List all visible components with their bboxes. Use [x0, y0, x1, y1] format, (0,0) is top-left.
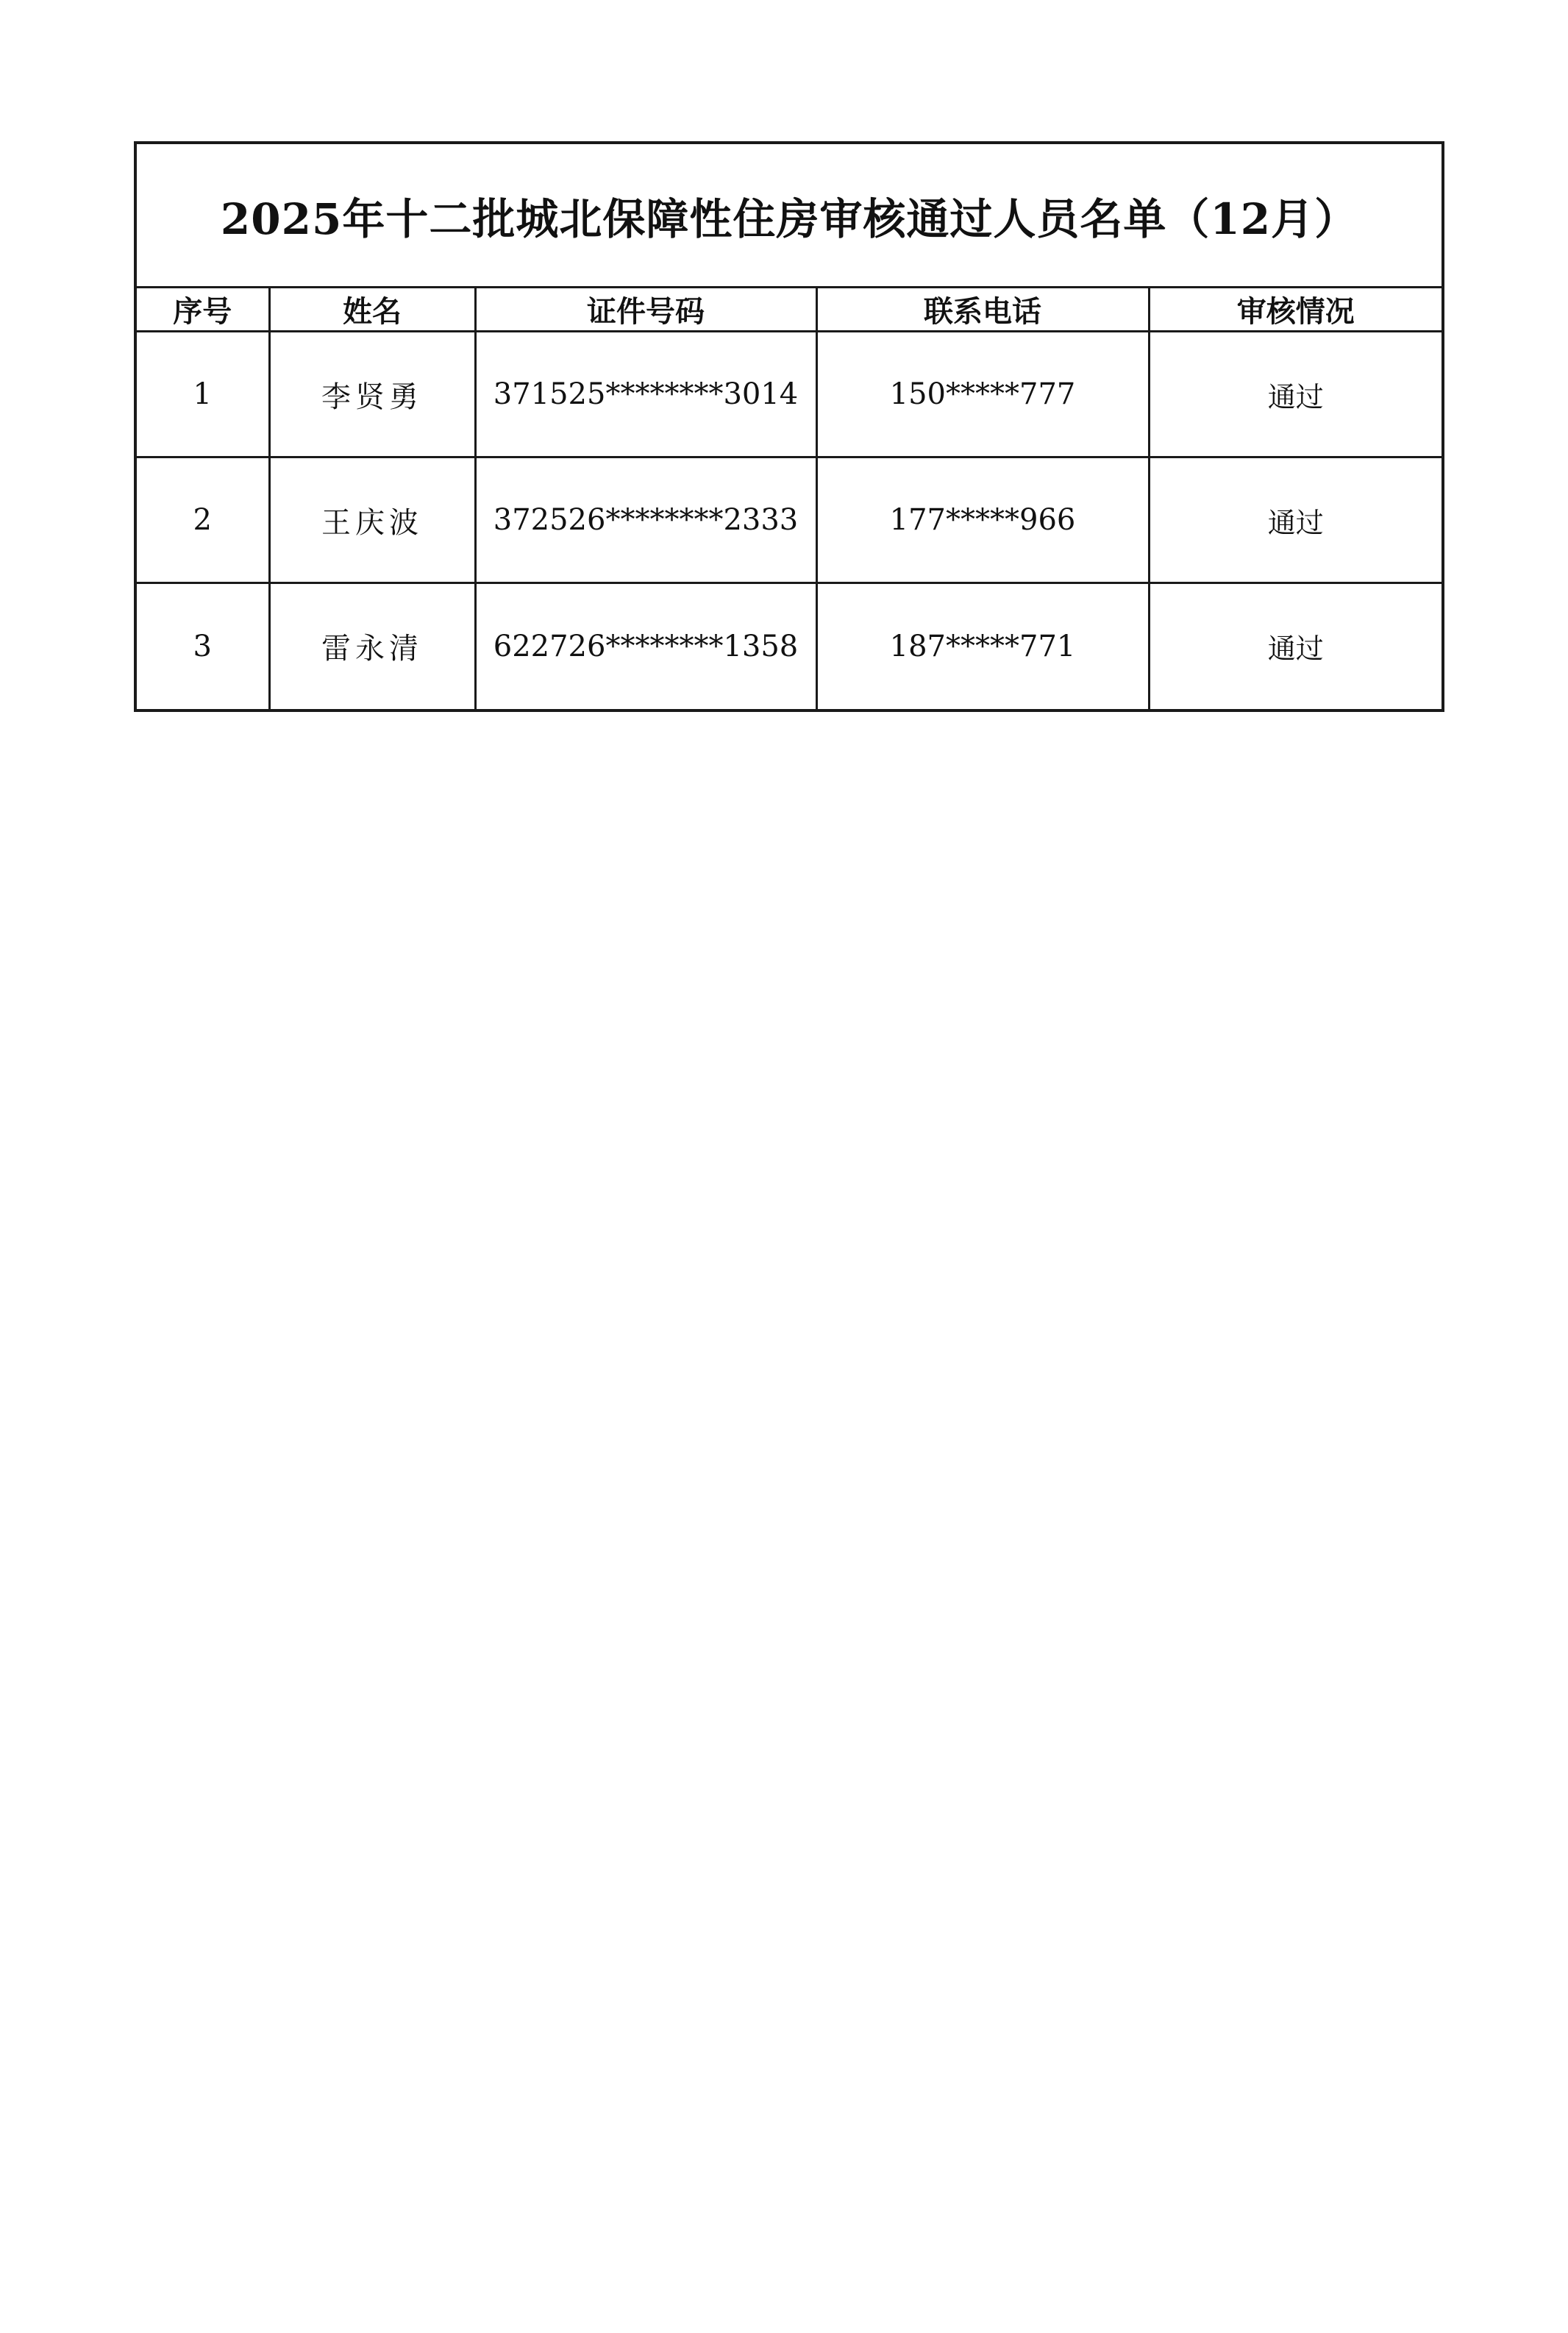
phone-cell: 187*****771: [816, 583, 1149, 709]
phone-cell: 150*****777: [816, 332, 1149, 457]
roster-document: [134, 141, 1444, 712]
id-number-cell: 622726********1358: [475, 583, 816, 709]
serial-number-cell: 3: [137, 583, 269, 709]
phone-cell: 177*****966: [816, 457, 1149, 583]
title-row: [137, 144, 1442, 288]
review-status-cell: 通过: [1149, 457, 1442, 583]
table-row: [137, 332, 1442, 457]
name-cell: 王庆波: [269, 457, 475, 583]
table-row: [137, 457, 1442, 583]
serial-number-cell: 2: [137, 457, 269, 583]
header-id-number: 证件号码: [475, 288, 816, 332]
serial-number-cell: 1: [137, 332, 269, 457]
header-review-status: 审核情况: [1149, 288, 1442, 332]
review-status-cell: 通过: [1149, 332, 1442, 457]
header-name: 姓名: [269, 288, 475, 332]
id-number-cell: 371525********3014: [475, 332, 816, 457]
header-row: [137, 288, 1442, 332]
header-phone: 联系电话: [816, 288, 1149, 332]
review-status-cell: 通过: [1149, 583, 1442, 709]
table-row: [137, 583, 1442, 709]
header-serial-number: 序号: [173, 295, 232, 329]
document-title: 2025年十二批城北保障性住房审核通过人员名单（12月）: [220, 193, 1358, 244]
name-cell: 李贤勇: [269, 332, 475, 457]
approved-persons-table: [137, 288, 1442, 709]
name-cell: 雷永清: [269, 583, 475, 709]
id-number-cell: 372526********2333: [475, 457, 816, 583]
